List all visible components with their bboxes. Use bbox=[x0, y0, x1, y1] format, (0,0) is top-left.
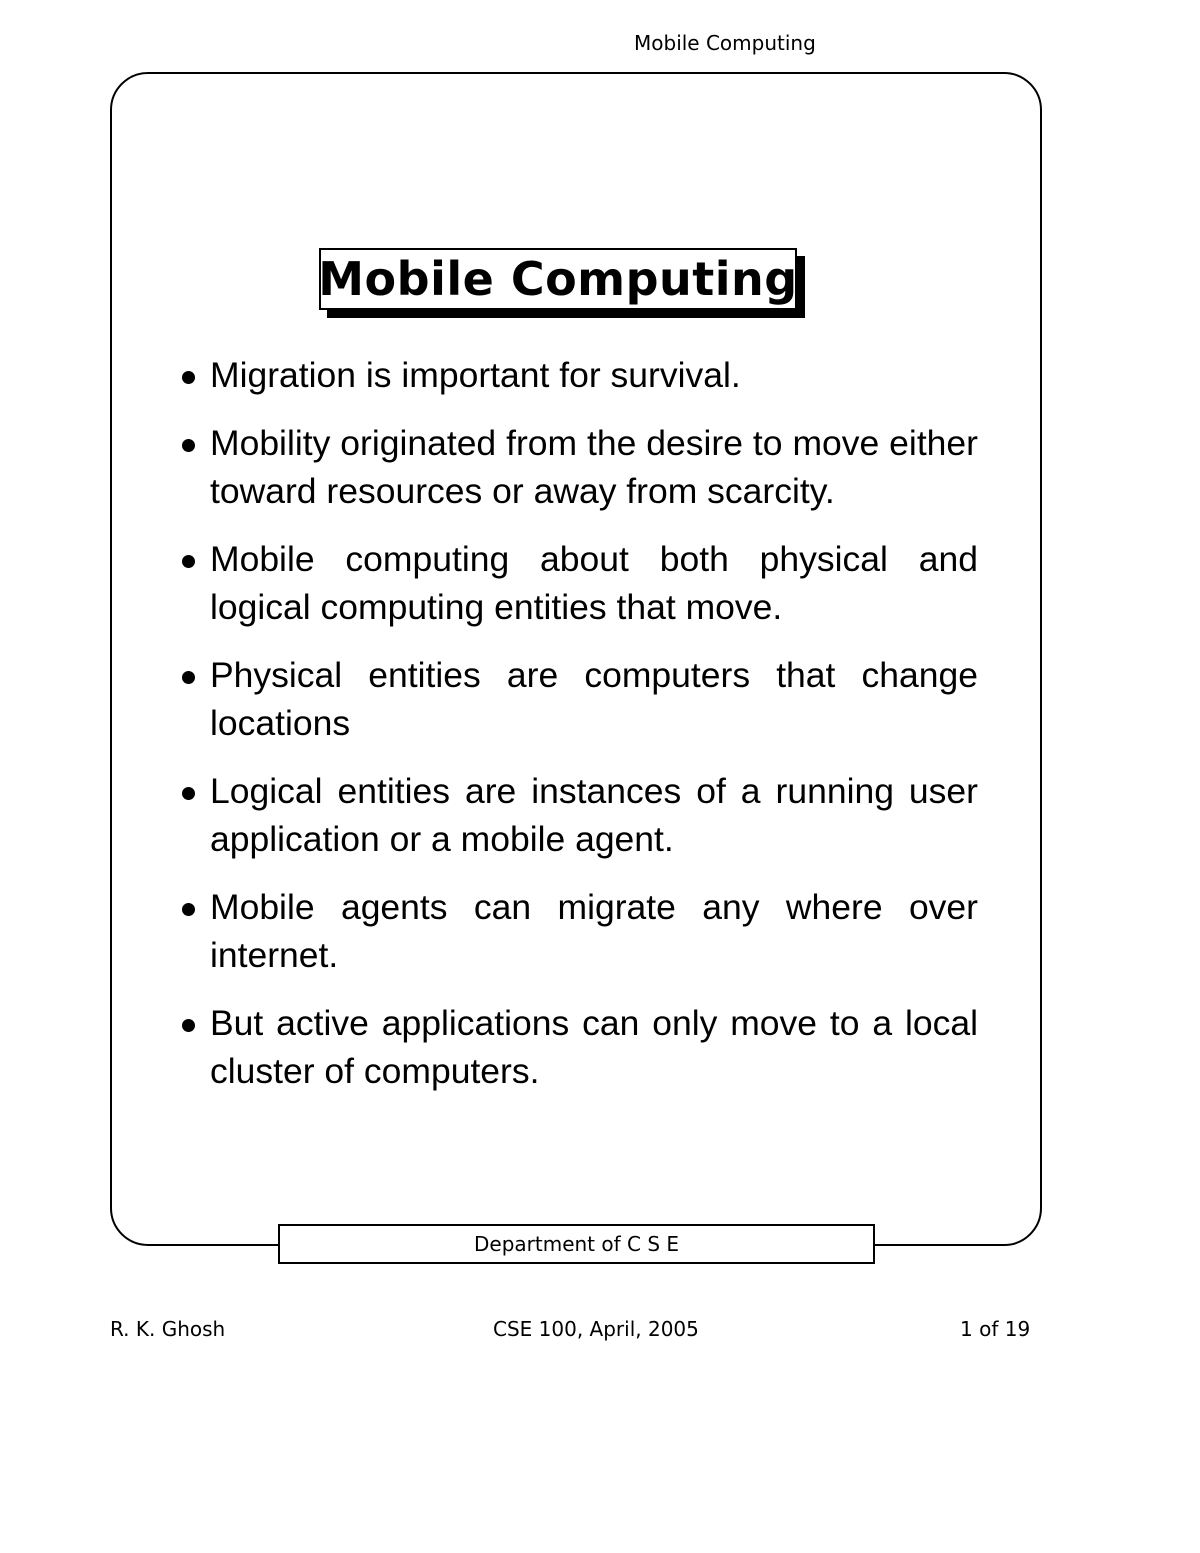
department-label: Department of C S E bbox=[473, 1232, 680, 1256]
bullet-list bbox=[178, 351, 978, 1115]
bullet-item bbox=[178, 883, 978, 979]
bullet-text: But active applications can only move to a local cluster of computers. bbox=[210, 1003, 978, 1091]
bullet-text: Migration is important for survival. bbox=[210, 355, 741, 395]
bullet-item bbox=[178, 419, 978, 515]
bullet-item bbox=[178, 767, 978, 863]
running-header-title: Mobile Computing bbox=[634, 31, 816, 55]
bullet-dot-icon bbox=[182, 1019, 195, 1032]
slide-title-box bbox=[319, 248, 797, 310]
department-label-box bbox=[278, 1224, 875, 1264]
bullet-dot-icon bbox=[182, 439, 195, 452]
slide-title: Mobile Computing bbox=[318, 252, 798, 306]
bullet-dot-icon bbox=[182, 371, 195, 384]
footer-page-number: 1 of 19 bbox=[960, 1317, 1031, 1341]
bullet-item bbox=[178, 651, 978, 747]
bullet-dot-icon bbox=[182, 555, 195, 568]
bullet-text: Mobile computing about both physical and logical computing entities that move. bbox=[210, 539, 978, 627]
bullet-item bbox=[178, 535, 978, 631]
bullet-dot-icon bbox=[182, 671, 195, 684]
bullet-text: Physical entities are computers that change locations bbox=[210, 655, 978, 743]
bullet-dot-icon bbox=[182, 903, 195, 916]
bullet-text: Mobile agents can migrate any where over internet. bbox=[210, 887, 978, 975]
bullet-text: Logical entities are instances of a running user application or a mobile agent. bbox=[210, 771, 978, 859]
footer-course: CSE 100, April, 2005 bbox=[493, 1317, 699, 1341]
bullet-item bbox=[178, 999, 978, 1095]
bullet-dot-icon bbox=[182, 787, 195, 800]
bullet-text: Mobility originated from the desire to move either toward resources or away from scarcity. bbox=[210, 423, 978, 511]
footer-author: R. K. Ghosh bbox=[110, 1317, 226, 1341]
bullet-item bbox=[178, 351, 978, 399]
